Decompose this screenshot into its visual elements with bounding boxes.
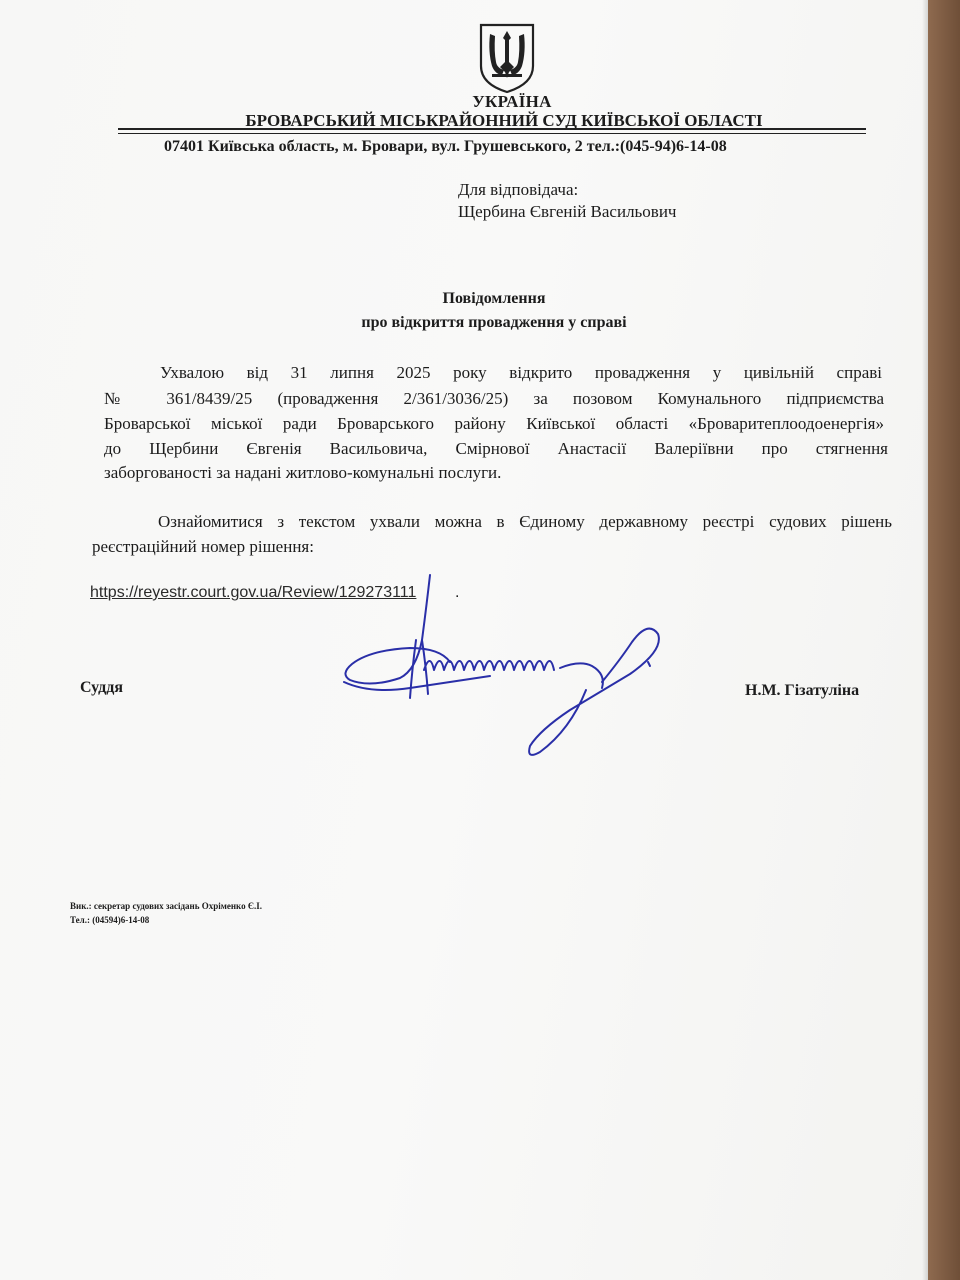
paragraph-line: № 361/8439/25 (провадження 2/361/3036/25) за позовом Комунального підприємства: [104, 389, 884, 408]
recipient-label: Для відповідача:: [458, 180, 579, 199]
paragraph-line: Ухвалою від 31 липня 2025 року відкрито провадження у цивільній справі: [160, 363, 882, 382]
paragraph-line: реєстраційний номер рішення:: [92, 537, 314, 556]
judge-title: Суддя: [80, 679, 123, 696]
executor-phone: Тел.: (04594)6-14-08: [70, 915, 150, 925]
paragraph-line: Броварської міської ради Броварського району Київської області «Броваритеплоодоенергія»: [104, 414, 884, 433]
paragraph-line: заборгованості за надані житлово-комунальні послуги.: [104, 463, 502, 482]
paragraph-line: Ознайомитися з текстом ухвали можна в Єдиному державному реєстрі судових рішень: [158, 512, 892, 531]
coat-of-arms-trident-icon: [478, 22, 536, 94]
header-divider-thin: [118, 133, 866, 134]
link-period: .: [455, 584, 460, 601]
notice-title: Повідомлення: [442, 290, 546, 307]
judge-name: Н.М. Гізатуліна: [745, 682, 860, 699]
header-divider-thick: [118, 128, 866, 130]
court-name-text: БРОВАРСЬКИЙ МІСЬКРАЙОННИЙ СУД КИЇВСЬКОЇ ОБЛАСТІ: [245, 111, 763, 130]
judge-signature: [330, 570, 670, 760]
desk-background: [928, 0, 960, 1280]
recipient-name: Щербина Євгеній Васильович: [458, 202, 677, 221]
executor-note: Вик.: секретар судових засідань Охріменко Є.І.: [70, 901, 262, 911]
registry-link[interactable]: https://reyestr.court.gov.ua/Review/129273111: [90, 584, 417, 601]
court-address: 07401 Київська область, м. Бровари, вул. Грушевського, 2 тел.:(045-94)6-14-08: [164, 138, 727, 155]
country-heading: УКРАЇНА: [472, 92, 552, 111]
paragraph-line: до Щербини Євгенія Васильовича, Смірнової Анастасії Валеріївни про стягнення: [104, 439, 888, 458]
notice-subtitle: про відкриття провадження у справі: [361, 314, 627, 331]
